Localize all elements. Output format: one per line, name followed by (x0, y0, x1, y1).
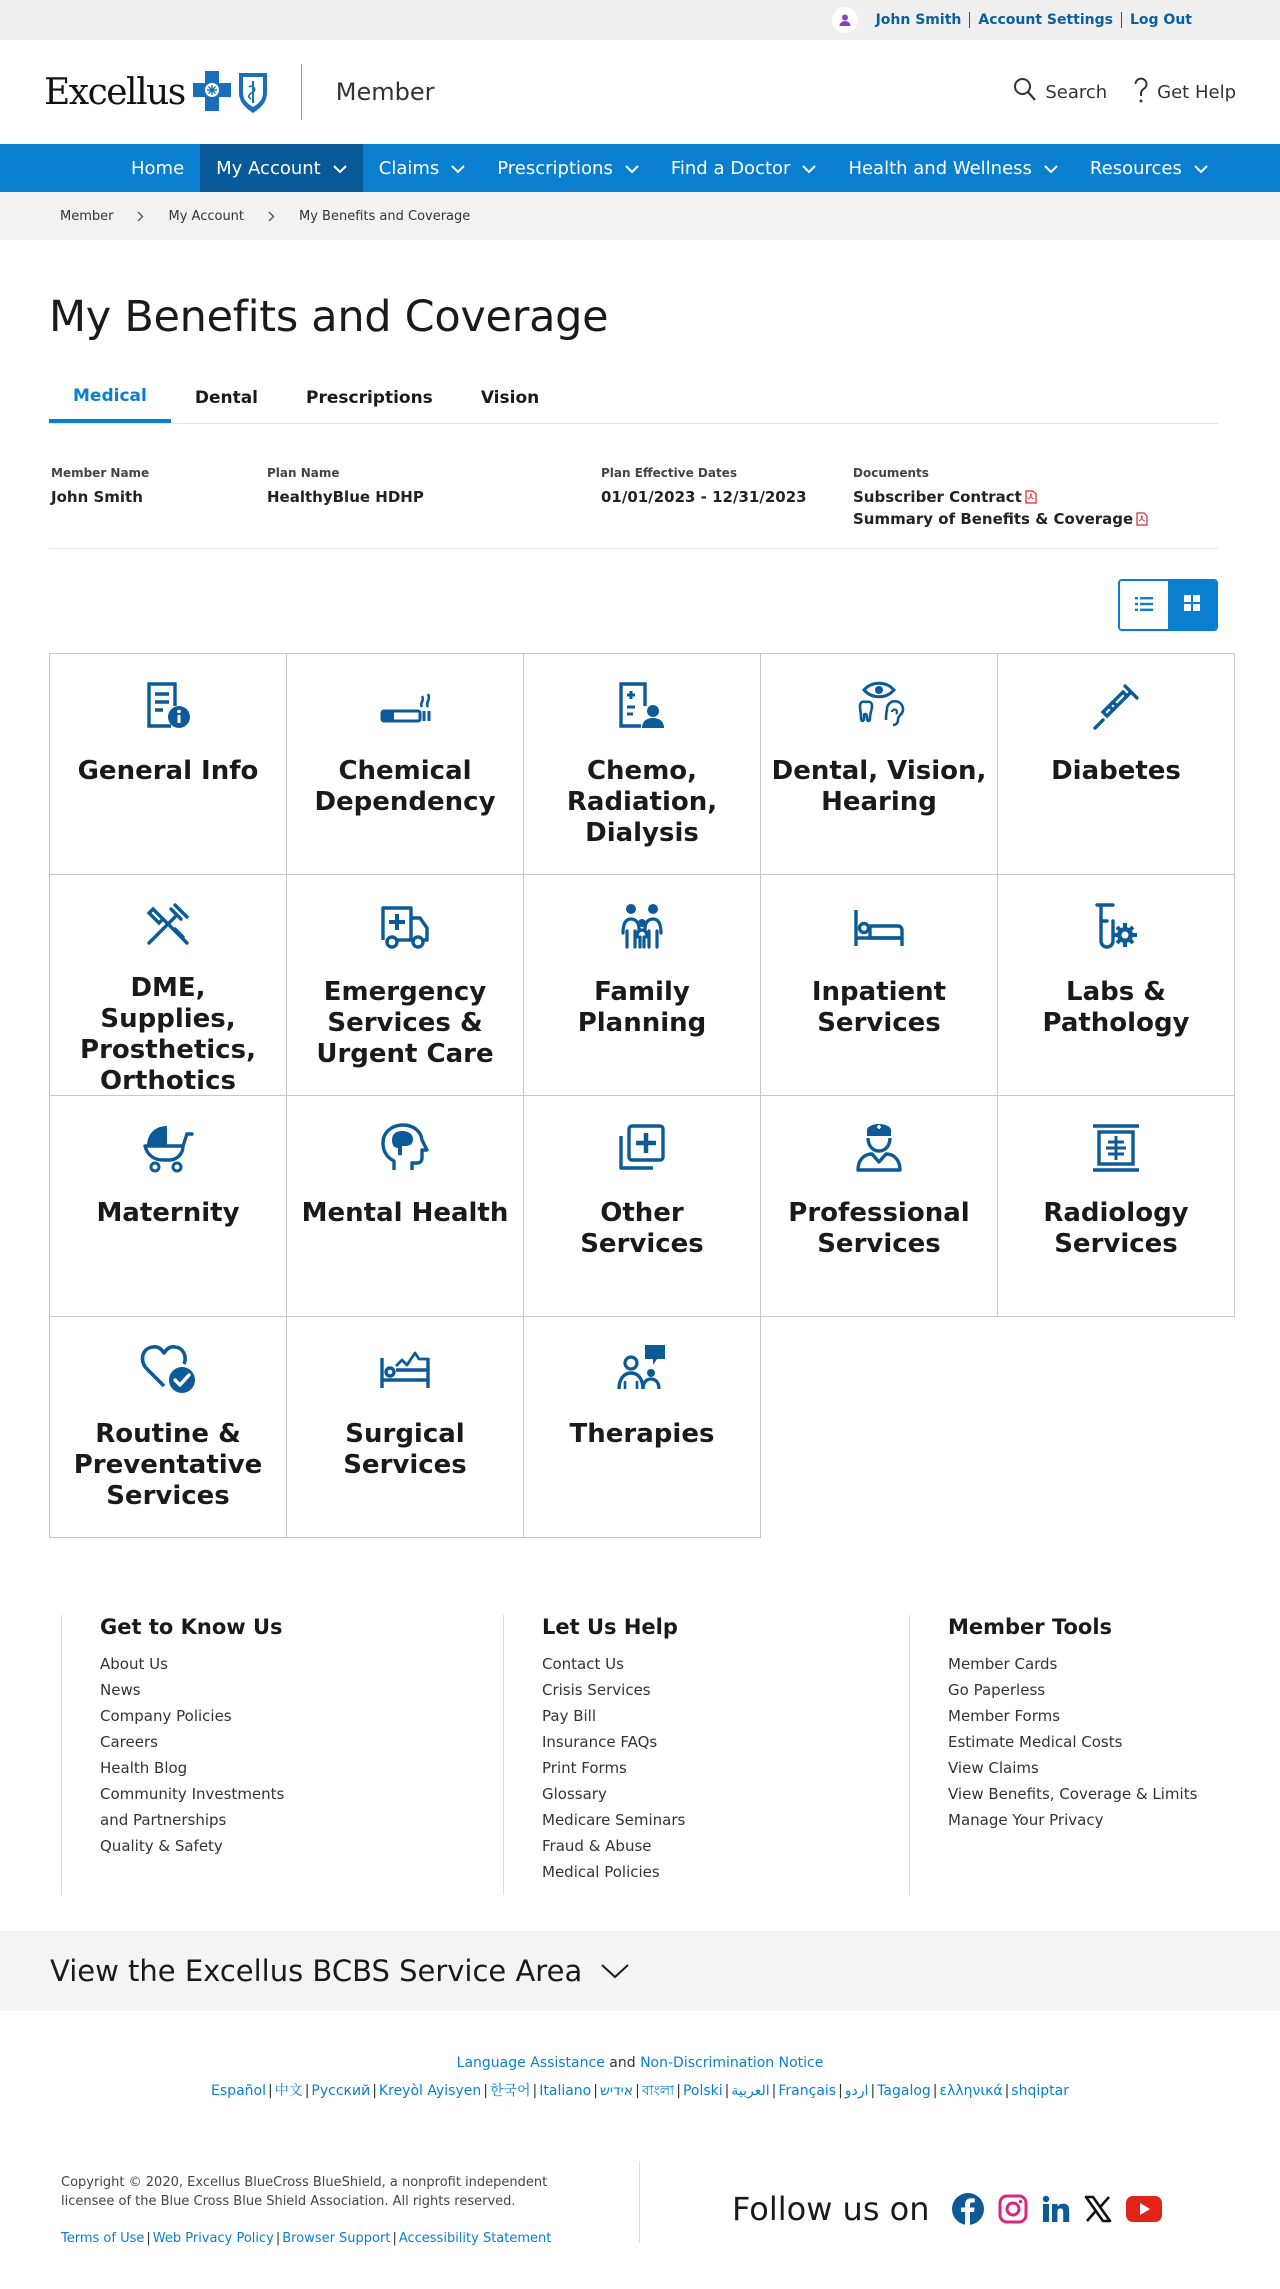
chevron-down-icon (451, 158, 465, 179)
list-view-button[interactable] (1120, 581, 1168, 629)
surgery-bed-icon (378, 1341, 432, 1397)
footer-link[interactable]: About Us (100, 1655, 168, 1673)
language-link[interactable]: Русский (311, 2083, 371, 2099)
list-icon (1135, 596, 1153, 615)
grid-icon (1184, 595, 1200, 615)
breadcrumb-current: My Benefits and Coverage (299, 208, 471, 224)
category-tile[interactable] (523, 1316, 761, 1538)
bcbs-marks-icon (191, 67, 273, 117)
browser-support-link[interactable]: Browser Support (282, 2231, 391, 2246)
category-label: Mental Health (301, 1198, 509, 1228)
chevron-right-icon (137, 211, 144, 222)
footer-link[interactable]: View Benefits, Coverage & Limits (948, 1785, 1198, 1803)
footer-link[interactable]: Quality & Safety (100, 1837, 223, 1855)
nav-health-and-wellness-label: Health and Wellness (848, 157, 1032, 179)
category-tile[interactable] (523, 874, 761, 1096)
footer-link[interactable]: Print Forms (542, 1759, 627, 1777)
nav-health-and-wellness[interactable] (832, 144, 1073, 192)
plan-name-label: Plan Name (267, 466, 340, 480)
nav-find-a-doctor[interactable] (655, 144, 833, 192)
footer-link[interactable]: Glossary (542, 1785, 607, 1803)
header-divider (301, 64, 302, 120)
search-icon (1013, 77, 1037, 108)
footer-column-let-us-help (503, 1615, 909, 1895)
tab-vision[interactable]: Vision (480, 387, 540, 408)
category-tile[interactable] (49, 1316, 287, 1538)
nav-my-account[interactable] (200, 144, 363, 192)
documents-block (853, 466, 1148, 530)
search-button[interactable] (1013, 77, 1107, 108)
chevron-down-icon (333, 158, 347, 179)
page-content (0, 292, 1280, 1537)
category-label: Therapies (569, 1419, 715, 1449)
category-tile[interactable] (286, 874, 524, 1096)
chevron-down-icon (600, 1963, 630, 1979)
plan-name-block (267, 466, 601, 530)
language-link[interactable]: Polski (682, 2083, 723, 2099)
footer-link[interactable]: Company Policies (100, 1707, 232, 1725)
category-label: Labs & Pathology (1042, 977, 1190, 1038)
category-tile[interactable] (760, 874, 998, 1096)
linkedin-icon[interactable] (1042, 2195, 1070, 2223)
category-tile[interactable] (286, 1095, 524, 1317)
language-notice-line (0, 2055, 1280, 2071)
plan-dates-block (601, 466, 853, 530)
pdf-icon (1025, 490, 1037, 504)
legal-links: Terms of Use | Web Privacy Policy | Browser Support | Accessibility Statement (61, 2231, 552, 2246)
pdf-icon (1136, 512, 1148, 526)
language-link[interactable]: Español (211, 2083, 266, 2099)
service-area-toggle[interactable] (0, 1931, 1280, 2011)
summary-of-benefits-label: Summary of Benefits & Coverage (853, 510, 1134, 528)
category-tile[interactable] (997, 653, 1235, 875)
plan-dates-value: 01/01/2023 - 12/31/2023 (601, 488, 807, 506)
language-link[interactable]: 中文 (274, 2083, 303, 2099)
category-label: Radiology Services (1043, 1198, 1189, 1259)
category-label: Family Planning (577, 977, 707, 1038)
plan-info (49, 424, 1218, 549)
footer-link[interactable]: Community Investments (100, 1785, 285, 1803)
tab-prescriptions[interactable]: Prescriptions (306, 387, 433, 408)
category-label: Other Services (580, 1198, 704, 1259)
get-help-button[interactable] (1133, 76, 1236, 109)
doctor-icon (852, 1120, 906, 1176)
follow-us-label: Follow us on (732, 2190, 930, 2228)
footer-link[interactable]: Health Blog (100, 1759, 188, 1777)
category-tile[interactable] (49, 653, 287, 875)
category-label: General Info (77, 756, 259, 786)
category-label: Surgical Services (343, 1419, 467, 1480)
footer-link[interactable]: Careers (100, 1733, 158, 1751)
category-label: Inpatient Services (811, 977, 947, 1038)
nav-prescriptions[interactable] (481, 144, 655, 192)
footer-link[interactable]: Contact Us (542, 1655, 624, 1673)
user-avatar-icon (832, 7, 858, 33)
facebook-icon[interactable] (952, 2193, 984, 2225)
category-label: Diabetes (1051, 756, 1181, 786)
copyright-block (61, 2173, 639, 2269)
language-link[interactable]: Kreyòl Ayisyen (378, 2083, 482, 2099)
language-links (0, 2055, 1280, 2103)
hospital-bed-icon (852, 899, 906, 955)
footer-column-get-to-know-us (61, 1615, 503, 1895)
excellus-logo[interactable] (44, 67, 273, 117)
test-tube-gear-icon (1089, 899, 1143, 955)
category-label: Maternity (96, 1198, 240, 1228)
member-name-value: John Smith (51, 488, 143, 506)
web-privacy-policy-link[interactable]: Web Privacy Policy (152, 2231, 274, 2246)
view-toggle-group (1118, 579, 1218, 631)
language-link[interactable]: Italiano (539, 2083, 592, 2099)
category-label: Chemo, Radiation, Dialysis (566, 756, 718, 848)
youtube-icon[interactable] (1126, 2196, 1162, 2222)
language-link[interactable]: Tagalog (877, 2083, 931, 2099)
family-icon (615, 899, 669, 955)
summary-of-benefits-link[interactable] (853, 508, 1148, 530)
header-actions (987, 40, 1236, 144)
footer-link[interactable]: Member Cards (948, 1655, 1058, 1673)
instagram-icon[interactable] (998, 2194, 1028, 2224)
category-tile[interactable] (49, 874, 287, 1096)
category-tile[interactable] (523, 653, 761, 875)
tab-dental[interactable]: Dental (194, 387, 258, 408)
nav-claims-label: Claims (378, 157, 440, 179)
category-label: Chemical Dependency (314, 756, 496, 817)
cigarette-icon (378, 678, 432, 734)
portal-label: Member (335, 78, 435, 106)
member-name-block (51, 466, 267, 530)
xray-icon (1089, 1120, 1143, 1176)
footer-column-title: Let Us Help (542, 1615, 678, 1639)
plus-stack-icon (615, 1120, 669, 1176)
category-tile[interactable] (997, 874, 1235, 1096)
category-label: Dental, Vision, Hearing (771, 756, 987, 817)
footer-link[interactable]: Medicare Seminars (542, 1811, 686, 1829)
footer-links (0, 1615, 1280, 1895)
get-help-label: Get Help (1157, 81, 1236, 103)
logo-text: Excellus (44, 71, 185, 113)
documents-label: Documents (853, 466, 929, 480)
copyright-line: Copyright © 2020, Excellus BlueCross BlueShield, a nonprofit independent (61, 2175, 548, 2190)
benefit-categories-grid (49, 653, 1234, 1537)
language-assistance-link[interactable]: Language Assistance (456, 2055, 605, 2071)
category-label: Routine & Preventative Services (73, 1419, 263, 1511)
plan-dates-label: Plan Effective Dates (601, 466, 737, 480)
category-tile[interactable] (760, 653, 998, 875)
category-label: Emergency Services & Urgent Care (316, 977, 494, 1069)
footer-link[interactable]: News (100, 1681, 141, 1699)
footer-link[interactable]: Insurance FAQs (542, 1733, 658, 1751)
chevron-down-icon (625, 158, 639, 179)
syringe-icon (1089, 678, 1143, 734)
utility-bar (0, 0, 1280, 40)
eye-ear-tooth-icon (852, 678, 906, 734)
search-label: Search (1045, 81, 1108, 103)
footer-column-member-tools (909, 1615, 1209, 1895)
footer-column-title: Member Tools (948, 1615, 1113, 1639)
language-list: Español | 中文 | Русский | Kreyòl Ayisyen | 한국어 | Italiano | אידיש | বাংলা | Polski | العربية | Français | اردو | Tagalog | ελληνικά | shqiptar (211, 2083, 1069, 2099)
footer-bottom (0, 2173, 1280, 2269)
nav-resources-label: Resources (1089, 157, 1182, 179)
category-label: Professional Services (788, 1198, 970, 1259)
heart-check-icon (138, 1341, 198, 1397)
copyright-line: licensee of the Blue Cross Blue Shield Association. All rights reserved. (61, 2194, 516, 2209)
language-link[interactable]: العربية (731, 2083, 770, 2099)
nav-my-account-label: My Account (216, 157, 321, 179)
subscriber-contract-label: Subscriber Contract (853, 488, 1022, 506)
accessibility-statement-link[interactable]: Accessibility Statement (398, 2231, 552, 2246)
head-brain-icon (378, 1120, 432, 1176)
language-link[interactable]: Français (778, 2083, 837, 2099)
non-discrimination-link[interactable]: Non-Discrimination Notice (640, 2055, 824, 2071)
therapy-chat-icon (615, 1341, 669, 1397)
nav-home[interactable] (115, 144, 200, 192)
service-area-label: View the Excellus BCBS Service Area (50, 1954, 583, 1988)
tab-medical[interactable]: Medical (49, 372, 171, 423)
category-tile[interactable] (523, 1095, 761, 1317)
chevron-down-icon (1194, 158, 1208, 179)
category-tile[interactable] (49, 1095, 287, 1317)
language-link[interactable]: אידיש (599, 2083, 634, 2099)
footer-link[interactable]: Estimate Medical Costs (948, 1733, 1123, 1751)
breadcrumb (0, 192, 1280, 240)
footer-link[interactable]: Member Forms (948, 1707, 1061, 1725)
chevron-down-icon (802, 158, 816, 179)
coverage-tabs (49, 372, 1218, 424)
baby-stroller-icon (141, 1120, 195, 1176)
footer-link[interactable]: and Partnerships (100, 1811, 227, 1829)
grid-view-button[interactable] (1168, 581, 1216, 629)
language-link[interactable]: ελληνικά (939, 2083, 1003, 2099)
and-text: and (609, 2055, 636, 2071)
account-settings-link[interactable]: Account Settings (970, 12, 1122, 28)
language-link[interactable]: 한국어 (489, 2083, 531, 2099)
category-tile[interactable] (286, 653, 524, 875)
ambulance-icon (378, 899, 432, 955)
page-title: My Benefits and Coverage (49, 292, 609, 342)
member-name-label: Member Name (51, 466, 150, 480)
terms-of-use-link[interactable]: Terms of Use (61, 2231, 145, 2246)
footer-link[interactable]: Manage Your Privacy (948, 1811, 1104, 1829)
nav-home-label: Home (131, 157, 185, 179)
category-tile[interactable] (760, 1095, 998, 1317)
footer-link[interactable]: Medical Policies (542, 1863, 660, 1881)
social-links (640, 2173, 1162, 2245)
footer-link[interactable]: View Claims (948, 1759, 1039, 1777)
question-mark-icon (1133, 76, 1149, 109)
subscriber-contract-link[interactable] (853, 486, 1148, 508)
nav-resources[interactable] (1074, 144, 1224, 192)
crossed-tools-icon (141, 899, 195, 951)
language-link[interactable]: shqiptar (1011, 2083, 1069, 2099)
footer-link[interactable]: Fraud & Abuse (542, 1837, 652, 1855)
nav-claims[interactable] (363, 144, 482, 192)
category-tile[interactable] (286, 1316, 524, 1538)
main-nav (0, 144, 1280, 192)
footer-column-title: Get to Know Us (100, 1615, 283, 1639)
plan-name-value: HealthyBlue HDHP (267, 488, 424, 506)
footer-link[interactable]: Go Paperless (948, 1681, 1046, 1699)
footer-link[interactable]: Crisis Services (542, 1681, 651, 1699)
x-icon[interactable] (1084, 2195, 1112, 2223)
document-info-icon (141, 678, 195, 734)
site-header (0, 40, 1280, 144)
breadcrumb-member[interactable]: Member (60, 208, 114, 224)
language-link[interactable]: اردو (844, 2083, 869, 2099)
user-name-link[interactable]: John Smith (868, 12, 971, 28)
nav-find-a-doctor-label: Find a Doctor (670, 157, 791, 179)
view-toggle (49, 579, 1218, 631)
patient-chart-icon (615, 678, 669, 734)
breadcrumb-my-account[interactable]: My Account (168, 208, 245, 224)
language-link[interactable]: বাংলা (641, 2083, 675, 2099)
category-label: DME, Supplies, Prosthetics, Orthotics (80, 973, 256, 1096)
chevron-down-icon (1044, 158, 1058, 179)
log-out-link[interactable]: Log Out (1130, 12, 1192, 28)
footer-link[interactable]: Pay Bill (542, 1707, 597, 1725)
chevron-right-icon (268, 211, 275, 222)
category-tile[interactable] (997, 1095, 1235, 1317)
nav-prescriptions-label: Prescriptions (497, 157, 613, 179)
